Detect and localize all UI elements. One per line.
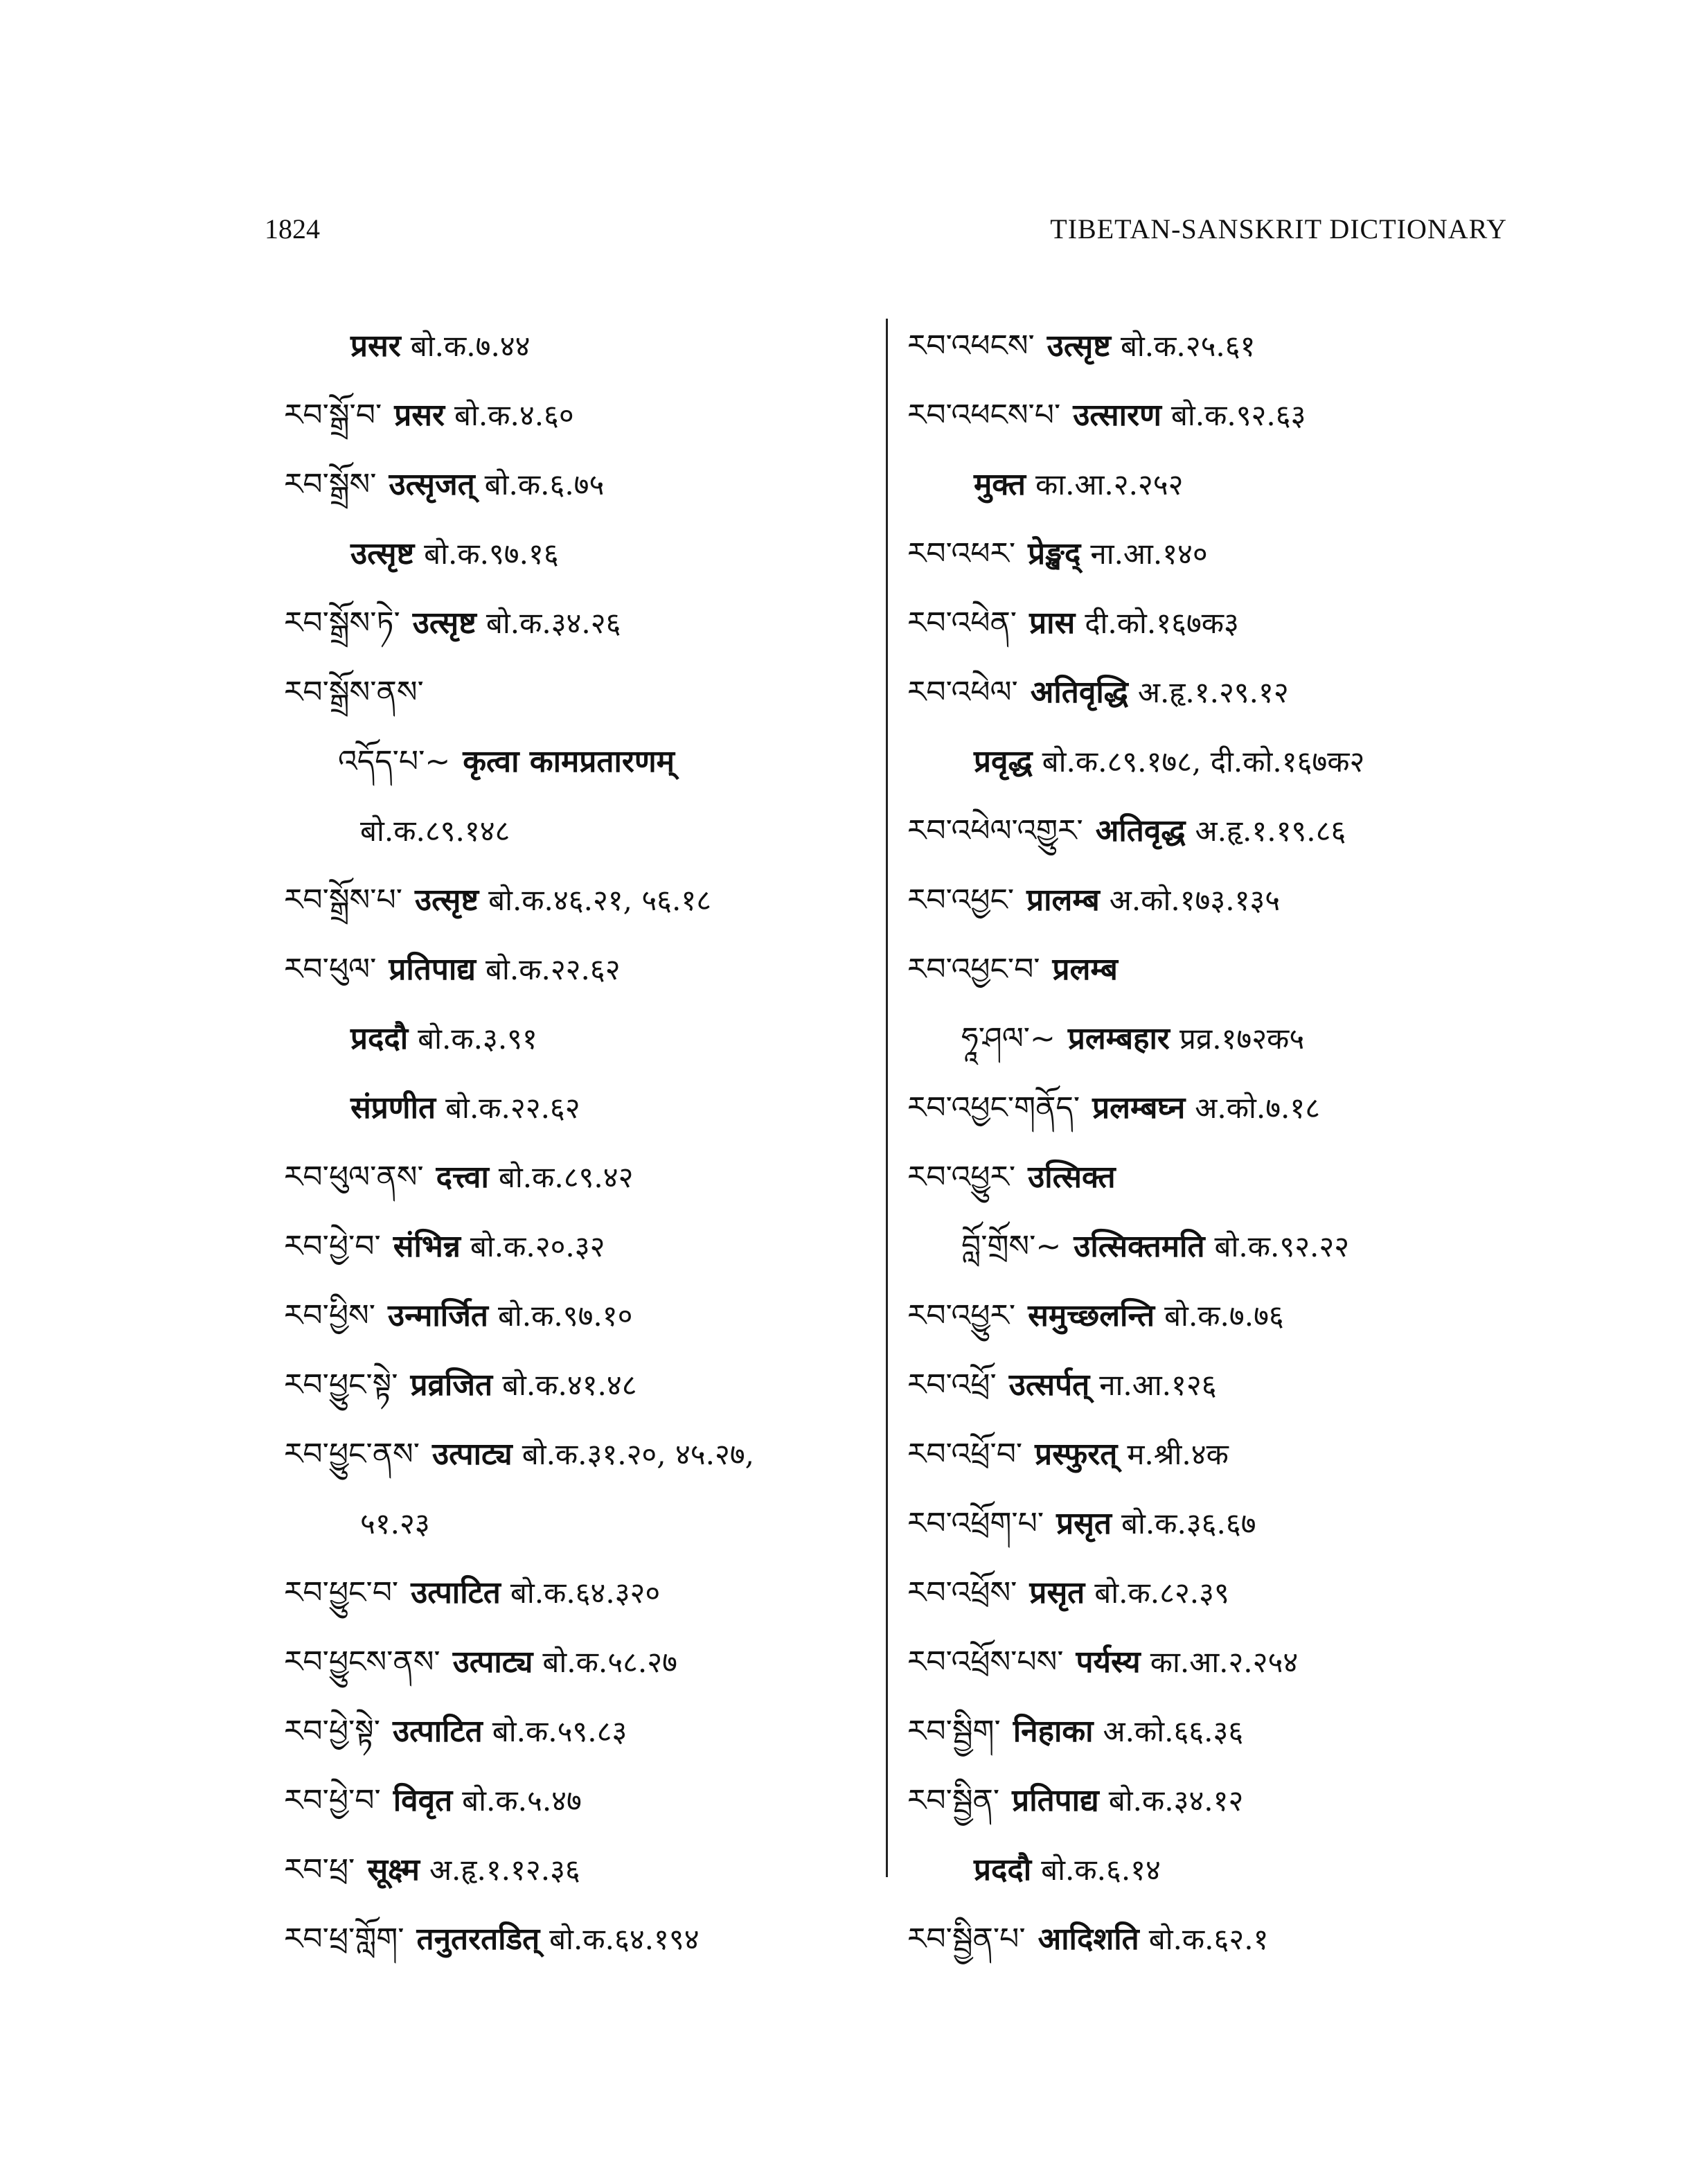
tibetan-headword: རབ་འཕངས་པ་: [907, 398, 1061, 433]
source-reference: बो.क.५९.८३: [492, 1714, 627, 1748]
source-reference: ५१.२३: [360, 1507, 430, 1541]
tibetan-headword: རབ་འཕེལ་འགྱུར་: [907, 813, 1083, 849]
entry-line: [907, 1351, 1531, 1420]
sanskrit-equivalent: तनुतरतडित्: [416, 1921, 540, 1957]
sanskrit-equivalent: उत्सर्पत्: [1008, 1367, 1090, 1403]
tibetan-headword: རབ་འཕར་: [907, 536, 1016, 571]
source-reference: बो.क.९७.१६: [424, 537, 559, 571]
sanskrit-equivalent: उत्सिक्तमति: [1074, 1229, 1205, 1264]
sanskrit-equivalent: उत्पाट्य: [431, 1437, 513, 1472]
sanskrit-equivalent: प्रददौ: [974, 1852, 1032, 1888]
source-reference: बो.क.७.४४: [410, 329, 531, 363]
sanskrit-equivalent: प्रतिपाद्य: [389, 952, 476, 987]
entry-line: [907, 1559, 1531, 1628]
tibetan-headword: རབ་སྒྲོས་ནས་: [284, 675, 424, 710]
entry-line: [284, 1074, 907, 1143]
entry-line: [284, 520, 907, 589]
source-reference: बो.क.९७.१०: [497, 1299, 633, 1333]
entry-line: [907, 1766, 1531, 1836]
sanskrit-equivalent: प्रलम्बघ्न: [1092, 1090, 1186, 1126]
entry-line: [284, 312, 907, 381]
source-reference: अ.हृ.१.१९.८६: [1195, 814, 1346, 848]
tibetan-headword: བློ་གྲོས་~: [961, 1229, 1062, 1264]
tibetan-headword: རབ་འཕྲོག་པ་: [907, 1506, 1044, 1541]
sanskrit-equivalent: प्रददौ: [350, 1021, 409, 1056]
entry-line: [284, 450, 907, 520]
entry-line: [284, 1905, 907, 1974]
entry-line: [284, 1281, 907, 1351]
sanskrit-equivalent: उत्पाट्य: [452, 1644, 533, 1680]
source-reference: बो.क.६४.३२०: [510, 1576, 661, 1610]
tibetan-headword: རབ་ཕྱེ་བ་: [284, 1229, 381, 1264]
tibetan-headword: རབ་ཕྱེ་བ་: [284, 1783, 381, 1818]
sanskrit-equivalent: उत्सिक्त: [1028, 1160, 1116, 1195]
tibetan-headword: རབ་ཕྲ་གློག་: [284, 1921, 404, 1957]
tibetan-headword: འདོད་པ་~: [338, 744, 451, 779]
sanskrit-equivalent: प्रस्फुरत्: [1035, 1437, 1118, 1472]
sanskrit-equivalent: संभिन्न: [393, 1229, 461, 1264]
tibetan-headword: རབ་འཕེལ་: [907, 675, 1018, 710]
source-reference: ना.आ.१२६: [1099, 1368, 1217, 1402]
entry-line: [907, 1905, 1531, 1974]
tibetan-headword: རབ་ཕྱུང་བ་: [284, 1575, 399, 1610]
sanskrit-equivalent: दत्त्वा: [436, 1160, 489, 1195]
source-reference: बो.क.९२.६३: [1170, 398, 1306, 432]
tibetan-headword: རབ་སྒྲོས་: [284, 467, 377, 502]
source-reference: अ.को.६६.३६: [1103, 1714, 1244, 1748]
tibetan-headword: རབ་འཕྲོས་པས་: [907, 1644, 1064, 1680]
tibetan-headword: རབ་སྦྱིན་: [907, 1783, 1000, 1818]
entry-line: [907, 1074, 1531, 1143]
source-reference: बो.क.३४.२६: [486, 606, 621, 640]
tibetan-headword: རབ་འཕངས་: [907, 328, 1035, 364]
source-reference: बो.क.४६.२१, ५६.१८: [488, 883, 712, 917]
source-reference: ना.आ.१४०: [1090, 537, 1208, 571]
source-reference: अ.को.७.१८: [1195, 1091, 1321, 1125]
sanskrit-equivalent: प्रसर: [394, 398, 445, 433]
tibetan-headword: རབ་འཕྱང་: [907, 882, 1015, 918]
source-reference: बो.क.६४.१९४: [549, 1922, 700, 1956]
entry-line: [907, 1697, 1531, 1766]
entry-line: [907, 589, 1531, 658]
sanskrit-equivalent: उत्सृष्ट: [350, 536, 415, 571]
source-reference: बो.क.५८.२७: [542, 1645, 677, 1679]
entry-line: [284, 1836, 907, 1905]
entry-line: [284, 1143, 907, 1212]
entry-line: [907, 1143, 1531, 1212]
source-reference: अ.को.१७३.१३५: [1109, 883, 1281, 917]
entry-line: [284, 1351, 907, 1420]
sanskrit-equivalent: प्रसृत: [1029, 1575, 1085, 1610]
entry-line: [284, 381, 907, 450]
entry-line: [284, 589, 907, 658]
source-reference: बो.क.६.१४: [1041, 1853, 1161, 1887]
entry-line: [284, 866, 907, 935]
entry-line: [907, 658, 1531, 727]
entry-line: [907, 1836, 1531, 1905]
column-divider: [886, 319, 888, 1877]
sanskrit-equivalent: कृत्वा कामप्रतारणम्: [463, 744, 675, 779]
source-reference: बो.क.२०.३२: [470, 1229, 605, 1263]
entry-line: [907, 1212, 1531, 1281]
tibetan-headword: རབ་སྒྲོ་བ་: [284, 398, 382, 433]
source-reference: का.आ.२.२५४: [1150, 1645, 1299, 1679]
source-reference: बो.क.२५.६१: [1120, 329, 1256, 363]
tibetan-headword: རབ་སྒྲོས་པ་: [284, 882, 402, 918]
source-reference: बो.क.३४.१२: [1108, 1784, 1244, 1818]
tibetan-headword: རབ་ཕྲ་: [284, 1852, 355, 1888]
entry-line: [284, 658, 907, 727]
entry-line: [907, 381, 1531, 450]
source-reference: बो.क.४१.४८: [502, 1368, 637, 1402]
source-reference: का.आ.२.२५२: [1035, 468, 1184, 501]
sanskrit-equivalent: प्रसृत: [1056, 1506, 1112, 1541]
source-reference: बो.क.८९.४२: [498, 1160, 634, 1194]
sanskrit-equivalent: प्रेङ्खद्: [1028, 536, 1081, 571]
sanskrit-equivalent: उन्मार्जित: [388, 1298, 488, 1333]
tibetan-headword: རབ་སྦྱིན་པ་: [907, 1921, 1026, 1957]
entry-line: [284, 1004, 907, 1074]
source-reference: अ.हृ.१.२९.१२: [1137, 675, 1289, 709]
tibetan-headword: རབ་སྒྲོས་ཏེ་: [284, 605, 400, 641]
sanskrit-equivalent: समुच्छलन्ति: [1028, 1298, 1155, 1333]
entry-line: [284, 1212, 907, 1281]
left-column: [284, 312, 907, 1974]
tibetan-headword: རབ་འཕེན་: [907, 605, 1017, 641]
source-reference: बो.क.३६.६७: [1121, 1507, 1256, 1541]
sanskrit-equivalent: उत्सृष्ट: [412, 605, 477, 641]
entry-line: [284, 1420, 907, 1489]
tibetan-headword: རབ་འཕྱང་གནོད་: [907, 1090, 1080, 1126]
entry-line: [907, 1420, 1531, 1489]
tibetan-headword: རབ་ཕྱུང་ནས་: [284, 1437, 420, 1472]
sanskrit-equivalent: उत्पाटित: [393, 1714, 483, 1749]
entry-line: [907, 866, 1531, 935]
tibetan-headword: རབ་འཕྱུར་: [907, 1298, 1016, 1333]
entry-line: [907, 935, 1531, 1004]
tibetan-headword: རབ་ཕྱུང་སྟེ་: [284, 1367, 398, 1403]
sanskrit-equivalent: मुक्त: [974, 467, 1026, 502]
source-reference: बो.क.७.७६: [1164, 1299, 1284, 1333]
entry-line: [907, 450, 1531, 520]
entry-line: [284, 1559, 907, 1628]
sanskrit-equivalent: उत्सृष्ट: [414, 882, 479, 918]
sanskrit-equivalent: प्रवृद्ध: [974, 744, 1033, 779]
running-title: TIBETAN-SANSKRIT DICTIONARY: [1050, 213, 1507, 245]
entry-line: [284, 1697, 907, 1766]
right-column: [907, 312, 1531, 1974]
tibetan-headword: རབ་ཕྱེ་སྟེ་: [284, 1714, 381, 1749]
source-reference: बो.क.४.६०: [454, 398, 574, 432]
tibetan-headword: རབ་ཕྱིས་: [284, 1298, 375, 1333]
sanskrit-equivalent: आदिशति: [1037, 1921, 1139, 1957]
tibetan-headword: རབ་ཕྱུངས་ནས་: [284, 1644, 440, 1680]
sanskrit-equivalent: उत्सारण: [1073, 398, 1161, 433]
sanskrit-equivalent: प्रव्रजित: [410, 1367, 493, 1403]
sanskrit-equivalent: अतिवृद्धि: [1030, 675, 1128, 710]
sanskrit-equivalent: संप्रणीत: [350, 1090, 436, 1126]
source-reference: म.श्री.४क: [1127, 1437, 1229, 1471]
sanskrit-equivalent: प्रलम्ब: [1052, 952, 1118, 987]
sanskrit-equivalent: निहाका: [1013, 1714, 1094, 1749]
source-reference: बो.क.२२.६२: [445, 1091, 580, 1125]
entry-line: [907, 520, 1531, 589]
sanskrit-equivalent: प्रतिपाद्य: [1012, 1783, 1099, 1818]
sanskrit-equivalent: उत्सृजत्: [389, 467, 475, 502]
entry-line: [284, 1489, 907, 1559]
sanskrit-equivalent: प्रास: [1029, 605, 1076, 641]
source-reference: बो.क.३.९१: [418, 1022, 537, 1056]
sanskrit-equivalent: प्रसर: [350, 328, 401, 364]
sanskrit-equivalent: उत्पाटित: [411, 1575, 501, 1610]
tibetan-headword: རབ་ཕུལ་: [284, 952, 377, 987]
tibetan-headword: ཧཱ་ཤལ་~: [961, 1021, 1056, 1056]
source-reference: बो.क.६.७५: [484, 468, 605, 501]
tibetan-headword: རབ་འཕྲོ་བ་: [907, 1437, 1023, 1472]
source-reference: बो.क.८९.१४८: [360, 814, 510, 848]
entry-line: [907, 1281, 1531, 1351]
source-reference: बो.क.३१.२०, ४५.२७,: [522, 1437, 755, 1471]
tibetan-headword: རབ་སྦྱིག་: [907, 1714, 1001, 1749]
sanskrit-equivalent: सूक्ष्म: [367, 1852, 420, 1888]
tibetan-headword: རབ་འཕྲོ་: [907, 1367, 997, 1403]
sanskrit-equivalent: विवृत: [393, 1783, 453, 1818]
source-reference: अ.हृ.१.१२.३६: [429, 1853, 580, 1887]
sanskrit-equivalent: प्रलम्बहार: [1067, 1021, 1170, 1056]
sanskrit-equivalent: अतिवृद्ध: [1095, 813, 1186, 849]
source-reference: प्रव्र.१७२क५: [1179, 1022, 1305, 1056]
tibetan-headword: རབ་ཕུལ་ནས་: [284, 1160, 424, 1195]
source-reference: बो.क.८२.३९: [1094, 1576, 1229, 1610]
entry-line: [284, 1766, 907, 1836]
entry-line: [907, 727, 1531, 797]
source-reference: बो.क.९२.२२: [1214, 1229, 1350, 1263]
source-reference: बो.क.८९.१७८, दी.को.१६७क२: [1042, 745, 1365, 779]
source-reference: बो.क.६२.१: [1148, 1922, 1269, 1956]
entry-line: [907, 312, 1531, 381]
source-reference: बो.क.२२.६२: [486, 952, 621, 986]
tibetan-headword: རབ་འཕྱང་བ་: [907, 952, 1040, 987]
page-number: 1824: [265, 213, 320, 245]
entry-line: [907, 1004, 1531, 1074]
entry-line: [907, 1628, 1531, 1697]
sanskrit-equivalent: उत्सृष्ट: [1047, 328, 1111, 364]
sanskrit-equivalent: प्रालम्ब: [1026, 882, 1100, 918]
tibetan-headword: རབ་འཕྲོས་: [907, 1575, 1017, 1610]
tibetan-headword: རབ་འཕྱུར་: [907, 1160, 1016, 1195]
entry-line: [907, 797, 1531, 866]
entry-line: [907, 1489, 1531, 1559]
entry-line: [284, 935, 907, 1004]
source-reference: बो.क.५.४७: [462, 1784, 582, 1818]
entry-line: [284, 1628, 907, 1697]
entry-line: [284, 727, 907, 797]
sanskrit-equivalent: पर्यस्य: [1076, 1644, 1141, 1680]
entry-line: [284, 797, 907, 866]
source-reference: दी.को.१६७क३: [1085, 606, 1239, 640]
